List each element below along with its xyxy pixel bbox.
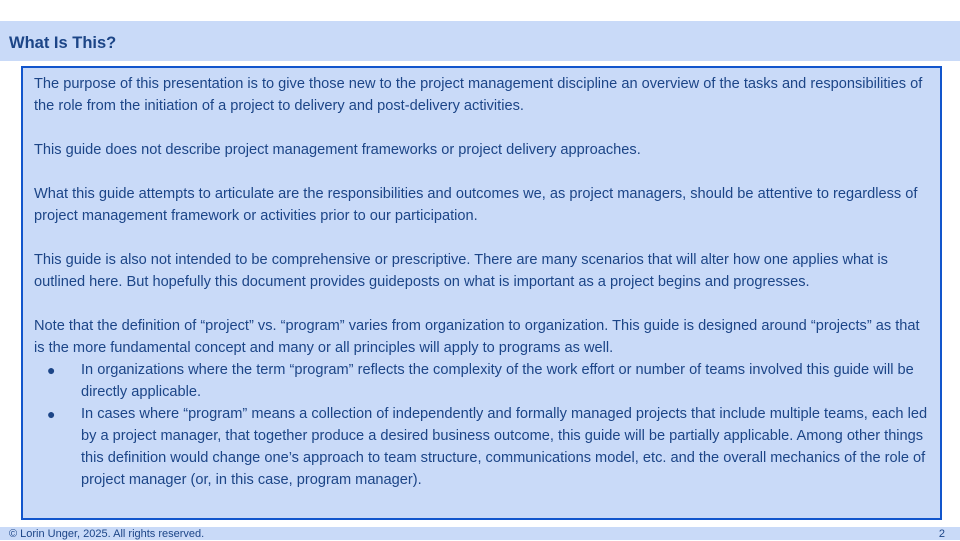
content-text: [34, 73, 934, 491]
paragraph-attempts: What this guide attempts to articulate are the responsibilities and outcomes we, as project managers, should be attentive to regardless of project management framework or activities prior to our participation.: [34, 186, 918, 224]
list-item: [34, 359, 934, 403]
paragraph-purpose: The purpose of this presentation is to give those new to the project management discipline an overview of the tasks and responsibilities of the role from the initiation of a project to delivery and post-delivery activities.: [34, 76, 923, 114]
title-bar: [0, 21, 960, 61]
slide-title: What Is This?: [9, 34, 117, 52]
bullet-icon: ●: [47, 406, 56, 422]
bullet-text: In organizations where the term “program” reflects the complexity of the work effort or number of teams involved this guide will be directly applicable.: [81, 362, 914, 400]
content-box: [21, 66, 942, 520]
list-item: [34, 403, 934, 491]
paragraph-not-frameworks: This guide does not describe project management frameworks or project delivery approaches.: [34, 142, 641, 158]
bullet-list: [34, 359, 934, 491]
paragraph-not-comprehensive: This guide is also not intended to be comprehensive or prescriptive. There are many scenarios that will alter how one applies what is outlined here. But hopefully this document provides guideposts on what is important as a project begins and progresses.: [34, 252, 888, 290]
paragraph-project-vs-program: Note that the definition of “project” vs. “program” varies from organization to organization. This guide is designed around “projects” as that is the more fundamental concept and many or all principles will apply to programs as well.: [34, 318, 920, 356]
copyright-text: © Lorin Unger, 2025. All rights reserved.: [9, 528, 205, 540]
bullet-text: In cases where “program” means a collection of independently and formally managed projects that include multiple teams, each led by a project manager, that together produce a desired business outcome, this guide will be partially applicable. Among other things this definition would change one’s approach to team structure, communications model, etc. and the overall mechanics of the role of project manager (or, in this case, program manager).: [81, 406, 928, 488]
page-number: 2: [938, 528, 945, 540]
footer: [0, 527, 960, 540]
bullet-icon: ●: [47, 362, 56, 378]
